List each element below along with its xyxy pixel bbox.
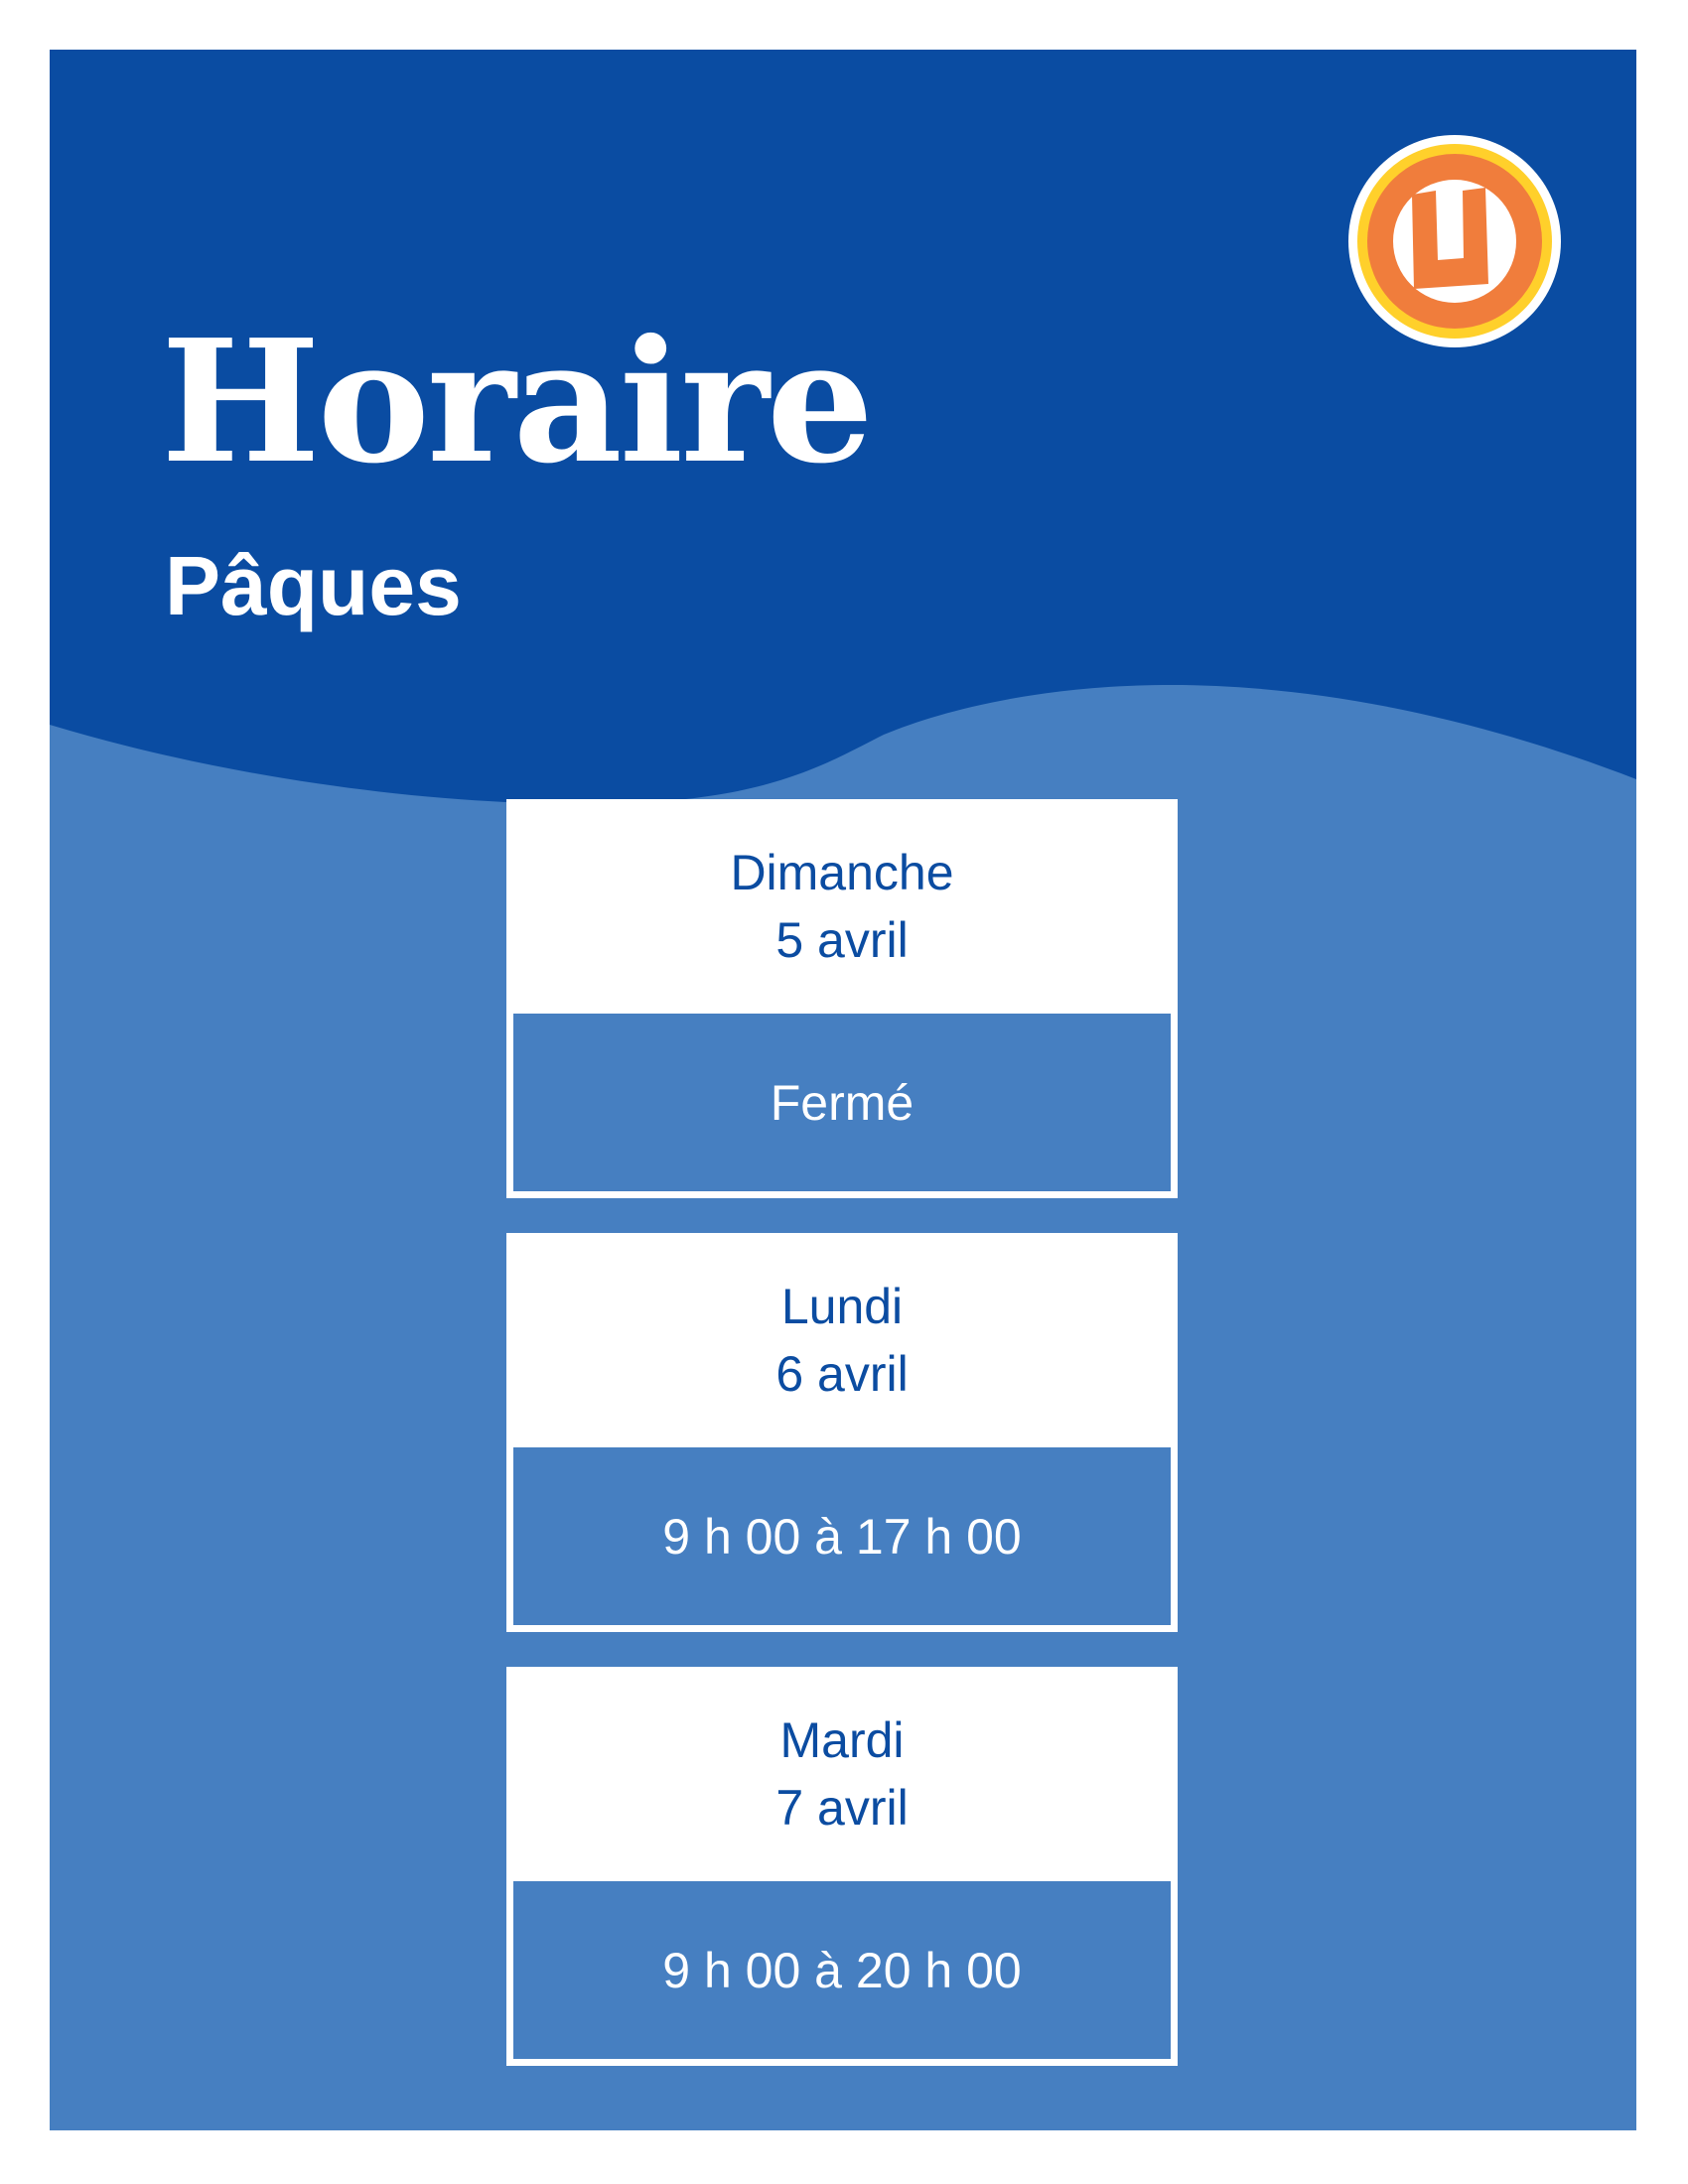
card-header [506, 799, 1178, 1014]
hours-label: 9 h 00 à 17 h 00 [662, 1508, 1022, 1565]
schedule-card-monday [506, 1233, 1178, 1632]
poster [50, 50, 1636, 2130]
hours-panel [513, 1014, 1171, 1191]
schedule-card-sunday [506, 799, 1178, 1198]
day-label: Mardi [779, 1712, 905, 1768]
day-label: Lundi [780, 1279, 904, 1334]
hours-label: Fermé [770, 1074, 914, 1131]
date-label: 6 avril [775, 1346, 909, 1402]
day-label: Dimanche [730, 845, 954, 900]
hours-label: 9 h 00 à 20 h 00 [662, 1942, 1022, 1998]
card-header [506, 1667, 1178, 1881]
page-title: Horaire [161, 303, 872, 501]
u-logo [1346, 133, 1563, 349]
date-label: 7 avril [775, 1780, 909, 1836]
schedule-card-tuesday [506, 1667, 1178, 2066]
page-subtitle: Pâques [165, 539, 462, 632]
hours-panel [513, 1447, 1171, 1625]
card-header [506, 1233, 1178, 1447]
date-label: 5 avril [775, 912, 909, 968]
hours-panel [513, 1881, 1171, 2059]
